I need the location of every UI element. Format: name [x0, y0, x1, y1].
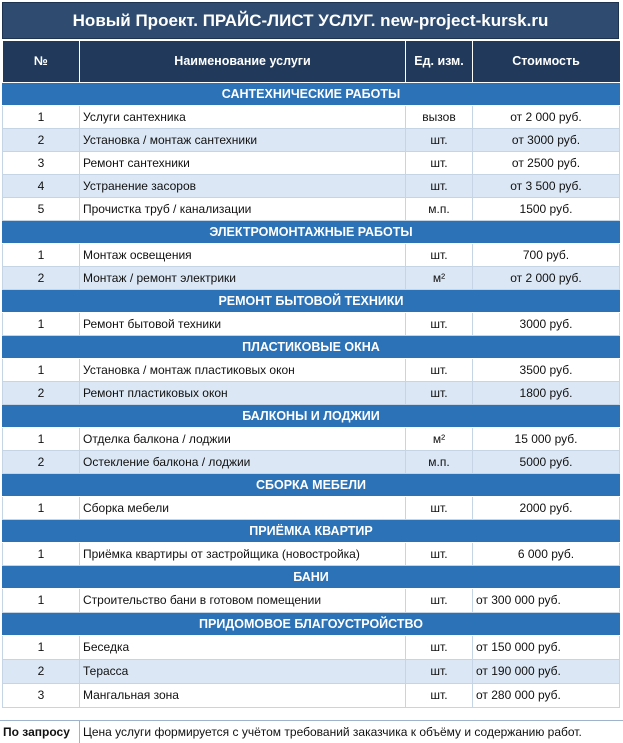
- table-row: [3, 105, 620, 128]
- cell-name: Ремонт пластиковых окон: [80, 381, 406, 404]
- cell-num: 1: [3, 243, 80, 266]
- cell-name: Строительство бани в готовом помещении: [80, 588, 406, 612]
- section-title: БАНИ: [3, 565, 620, 588]
- section-title: БАЛКОНЫ И ЛОДЖИИ: [3, 404, 620, 427]
- section-row: [3, 82, 620, 105]
- cell-price: 15 000 руб.: [473, 427, 620, 450]
- cell-unit: шт.: [406, 381, 473, 404]
- footer-text: Цена услуги формируется с учётом требований заказчика к объёму и содержанию работ.: [83, 725, 582, 739]
- section-row: [3, 473, 620, 496]
- cell-num: 3: [3, 683, 80, 707]
- cell-unit: м.п.: [406, 450, 473, 473]
- cell-num: 2: [3, 128, 80, 151]
- cell-price: от 2500 руб.: [473, 151, 620, 174]
- table-row: [3, 542, 620, 565]
- column-header-price: Стоимость: [473, 41, 620, 82]
- cell-num: 2: [3, 659, 80, 683]
- table-row: [3, 174, 620, 197]
- section-title: САНТЕХНИЧЕСКИЕ РАБОТЫ: [3, 82, 620, 105]
- cell-num: 1: [3, 635, 80, 659]
- cell-num: 3: [3, 151, 80, 174]
- cell-name: Устранение засоров: [80, 174, 406, 197]
- price-table: [2, 41, 620, 708]
- cell-name: Отделка балкона / лоджии: [80, 427, 406, 450]
- section-row: [3, 519, 620, 542]
- table-row: [3, 381, 620, 404]
- section-row: [3, 289, 620, 312]
- cell-name: Ремонт сантехники: [80, 151, 406, 174]
- table-row: [3, 243, 620, 266]
- cell-name: Монтаж / ремонт электрики: [80, 266, 406, 289]
- cell-price: 1500 руб.: [473, 197, 620, 220]
- section-title: РЕМОНТ БЫТОВОЙ ТЕХНИКИ: [3, 289, 620, 312]
- cell-name: Приёмка квартиры от застройщика (новостройка): [80, 542, 406, 565]
- cell-price: 3500 руб.: [473, 358, 620, 381]
- table-row: [3, 128, 620, 151]
- cell-unit: вызов: [406, 105, 473, 128]
- cell-price: 5000 руб.: [473, 450, 620, 473]
- section-row: [3, 612, 620, 635]
- cell-price: от 190 000 руб.: [473, 659, 620, 683]
- cell-unit: шт.: [406, 174, 473, 197]
- cell-num: 1: [3, 496, 80, 519]
- cell-num: 5: [3, 197, 80, 220]
- table-row: [3, 659, 620, 683]
- section-row: [3, 335, 620, 358]
- cell-name: Беседка: [80, 635, 406, 659]
- column-header-name: Наименование услуги: [80, 41, 406, 82]
- cell-name: Монтаж освещения: [80, 243, 406, 266]
- cell-unit: шт.: [406, 542, 473, 565]
- table-row: [3, 496, 620, 519]
- cell-unit: м²: [406, 266, 473, 289]
- cell-price: от 150 000 руб.: [473, 635, 620, 659]
- cell-num: 1: [3, 588, 80, 612]
- table-body: [3, 82, 620, 707]
- cell-unit: шт.: [406, 496, 473, 519]
- cell-unit: шт.: [406, 683, 473, 707]
- cell-price: 3000 руб.: [473, 312, 620, 335]
- table-header-row: [3, 41, 620, 82]
- cell-name: Терасса: [80, 659, 406, 683]
- cell-unit: шт.: [406, 128, 473, 151]
- cell-num: 2: [3, 266, 80, 289]
- cell-unit: шт.: [406, 312, 473, 335]
- cell-price: от 2 000 руб.: [473, 266, 620, 289]
- cell-unit: шт.: [406, 635, 473, 659]
- cell-price: 6 000 руб.: [473, 542, 620, 565]
- cell-name: Ремонт бытовой техники: [80, 312, 406, 335]
- table-row: [3, 266, 620, 289]
- cell-num: 1: [3, 358, 80, 381]
- cell-num: 2: [3, 450, 80, 473]
- cell-unit: м.п.: [406, 197, 473, 220]
- cell-name: Остекление балкона / лоджии: [80, 450, 406, 473]
- cell-price: 1800 руб.: [473, 381, 620, 404]
- cell-name: Установка / монтаж пластиковых окон: [80, 358, 406, 381]
- cell-name: Мангальная зона: [80, 683, 406, 707]
- table-row: [3, 151, 620, 174]
- table-row: [3, 197, 620, 220]
- cell-num: 1: [3, 312, 80, 335]
- cell-price: от 3000 руб.: [473, 128, 620, 151]
- cell-unit: шт.: [406, 151, 473, 174]
- table-row: [3, 450, 620, 473]
- section-row: [3, 220, 620, 243]
- section-row: [3, 404, 620, 427]
- cell-name: Установка / монтаж сантехники: [80, 128, 406, 151]
- cell-num: 2: [3, 381, 80, 404]
- table-row: [3, 358, 620, 381]
- section-title: ПРИЁМКА КВАРТИР: [3, 519, 620, 542]
- footer-note: [0, 720, 623, 743]
- cell-num: 1: [3, 542, 80, 565]
- table-row: [3, 683, 620, 707]
- cell-price: от 280 000 руб.: [473, 683, 620, 707]
- cell-name: Прочистка труб / канализации: [80, 197, 406, 220]
- cell-num: 4: [3, 174, 80, 197]
- cell-price: 2000 руб.: [473, 496, 620, 519]
- cell-unit: шт.: [406, 588, 473, 612]
- cell-unit: шт.: [406, 659, 473, 683]
- cell-num: 1: [3, 105, 80, 128]
- cell-name: Сборка мебели: [80, 496, 406, 519]
- cell-price: от 2 000 руб.: [473, 105, 620, 128]
- table-row: [3, 427, 620, 450]
- column-header-unit: Ед. изм.: [406, 41, 473, 82]
- cell-price: от 3 500 руб.: [473, 174, 620, 197]
- cell-unit: шт.: [406, 243, 473, 266]
- footer-label: По запросу: [0, 721, 80, 743]
- cell-num: 1: [3, 427, 80, 450]
- cell-price: от 300 000 руб.: [473, 588, 620, 612]
- section-row: [3, 565, 620, 588]
- table-row: [3, 635, 620, 659]
- column-header-num: №: [3, 41, 80, 82]
- table-row: [3, 588, 620, 612]
- cell-price: 700 руб.: [473, 243, 620, 266]
- cell-unit: шт.: [406, 358, 473, 381]
- table-row: [3, 312, 620, 335]
- section-title: СБОРКА МЕБЕЛИ: [3, 473, 620, 496]
- section-title: ПЛАСТИКОВЫЕ ОКНА: [3, 335, 620, 358]
- page-title: Новый Проект. ПРАЙС-ЛИСТ УСЛУГ. new-project-kursk.ru: [2, 2, 619, 39]
- section-title: ПРИДОМОВОЕ БЛАГОУСТРОЙСТВО: [3, 612, 620, 635]
- cell-name: Услуги сантехника: [80, 105, 406, 128]
- cell-unit: м²: [406, 427, 473, 450]
- section-title: ЭЛЕКТРОМОНТАЖНЫЕ РАБОТЫ: [3, 220, 620, 243]
